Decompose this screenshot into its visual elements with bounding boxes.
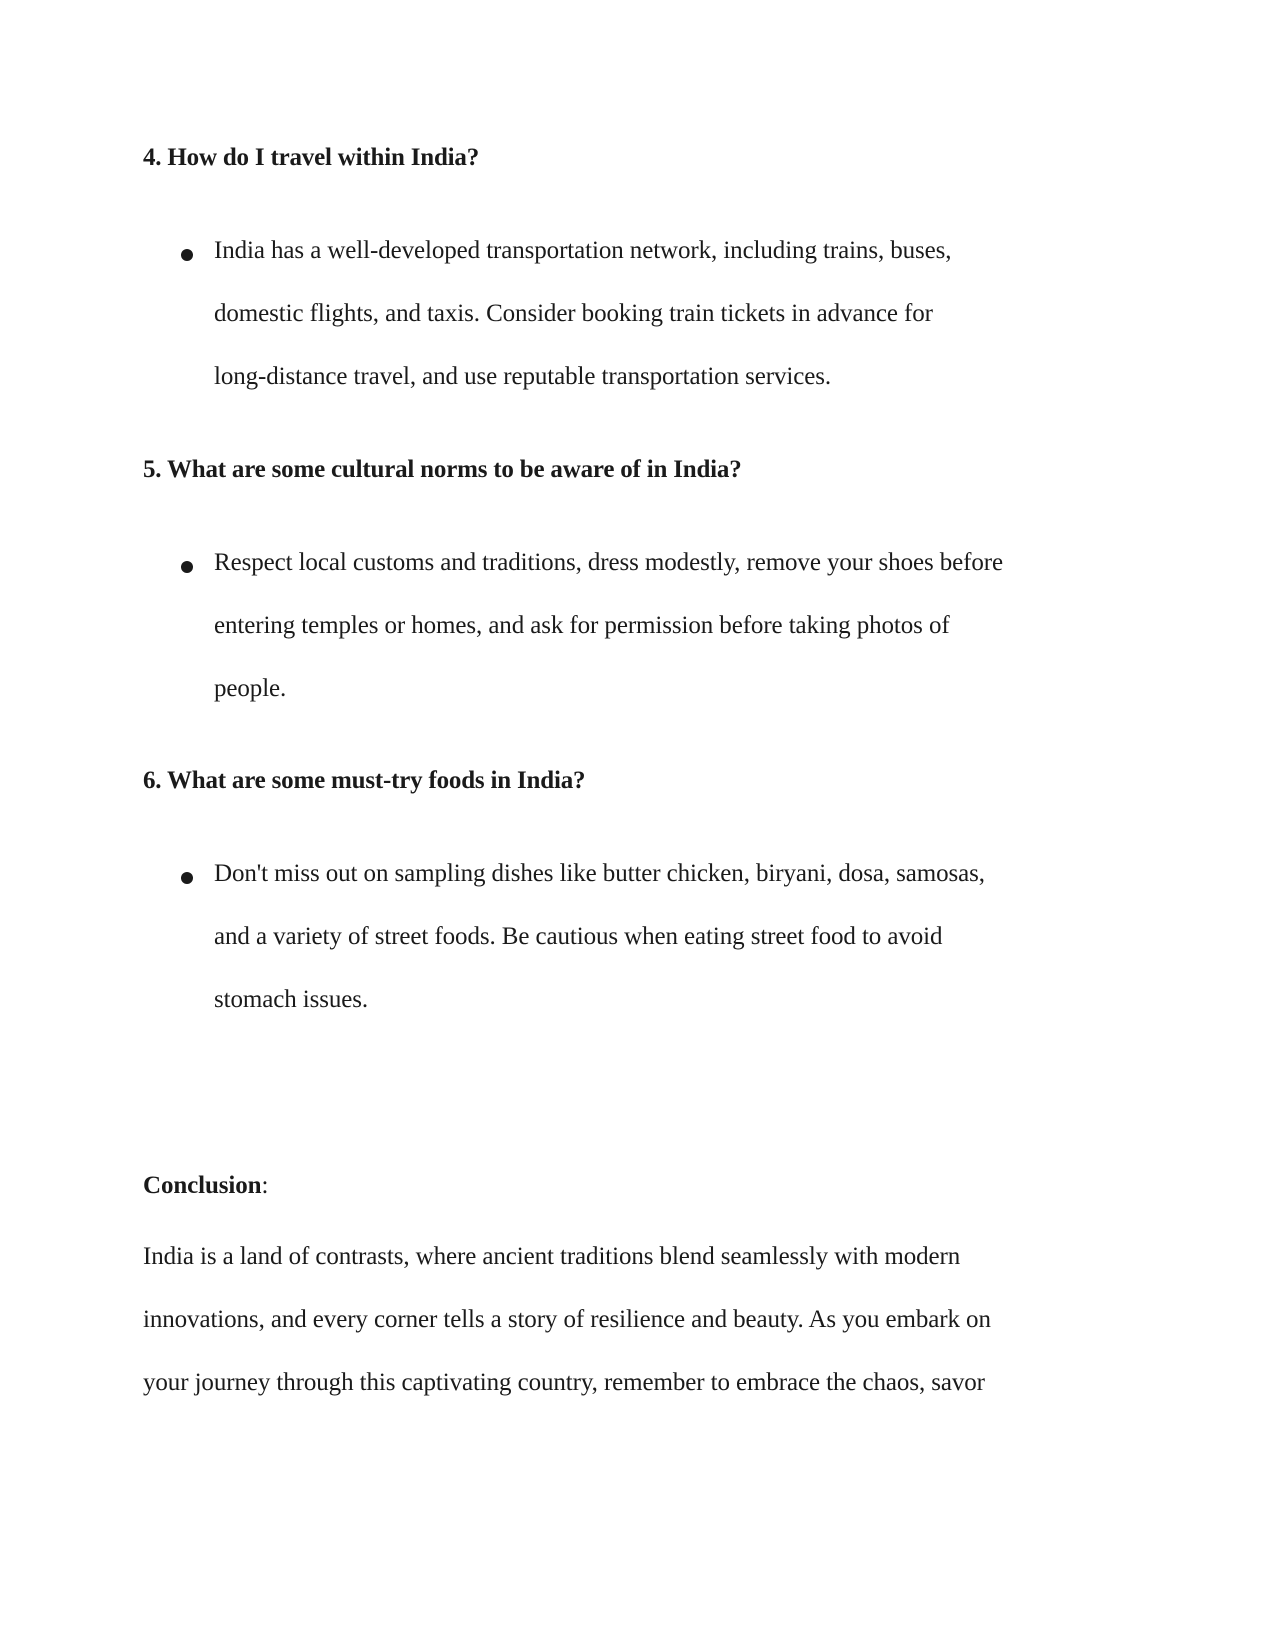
bullet-icon	[181, 561, 193, 573]
faq-answer-line: and a variety of street foods. Be cautious when eating street food to avoid	[214, 923, 943, 950]
faq-answer-line: domestic flights, and taxis. Consider booking train tickets in advance for	[214, 300, 933, 327]
bullet-icon	[181, 872, 193, 884]
faq-answer-line: entering temples or homes, and ask for permission before taking photos of	[214, 612, 950, 639]
faq-answer-line: Respect local customs and traditions, dress modestly, remove your shoes before	[214, 549, 1004, 576]
faq-answer-line: long-distance travel, and use reputable transportation services.	[214, 363, 831, 390]
conclusion-label: Conclusion	[143, 1172, 262, 1199]
conclusion-line: innovations, and every corner tells a story of resilience and beauty. As you embark on	[143, 1306, 991, 1333]
conclusion-line: India is a land of contrasts, where ancient traditions blend seamlessly with modern	[143, 1243, 961, 1270]
faq-answer-line: Don't miss out on sampling dishes like butter chicken, biryani, dosa, samosas,	[214, 860, 985, 887]
faq-answer-line: India has a well-developed transportation network, including trains, buses,	[214, 237, 952, 264]
conclusion-line: your journey through this captivating country, remember to embrace the chaos, savor	[143, 1369, 985, 1396]
bullet-icon	[181, 249, 193, 261]
faq-answer-line: people.	[214, 675, 287, 702]
conclusion-heading	[143, 1172, 268, 1200]
conclusion-colon: :	[261, 1172, 269, 1199]
faq-heading-travel: 4. How do I travel within India?	[143, 144, 480, 171]
faq-heading-foods: 6. What are some must-try foods in India?	[143, 767, 586, 794]
faq-heading-cultural-norms: 5. What are some cultural norms to be aware of in India?	[143, 456, 742, 483]
faq-answer-line: stomach issues.	[214, 986, 369, 1013]
